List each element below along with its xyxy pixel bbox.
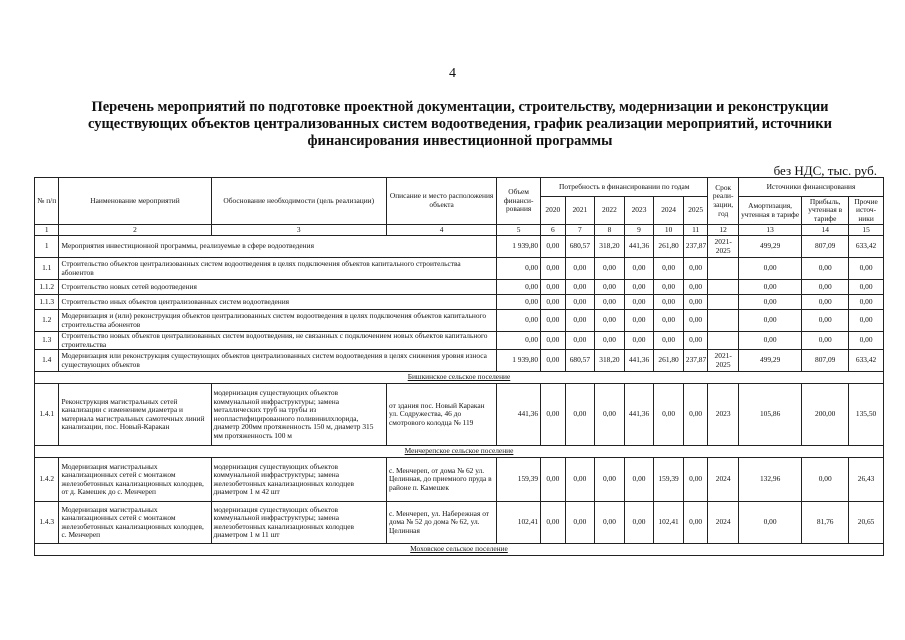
row-name: Строительство новых сетей водоотведения bbox=[59, 280, 497, 295]
row-year-value: 261,80 bbox=[654, 350, 684, 372]
header-row-1 bbox=[35, 178, 884, 197]
row-name: Мероприятия инвестиционной программы, реализуемые в сфере водоотведения bbox=[59, 236, 497, 258]
row-volume: 0,00 bbox=[497, 258, 541, 280]
row-year-value: 0,00 bbox=[541, 236, 565, 258]
row-term bbox=[708, 295, 739, 310]
colnum: 15 bbox=[849, 225, 884, 236]
row-location: от здания пос. Новый Каракан ул. Содружества, 46 до смотрового колодца № 119 bbox=[387, 384, 497, 446]
row-term bbox=[708, 332, 739, 350]
row-reason: модернизация существующих объектов коммунальной инфраструктуры; замена металлических труб на трубы из неопластифицированного поливинилхлорида, диаметр 200мм протяженность 150 м, диаметр 315 мм протяженность 100 м bbox=[211, 384, 387, 446]
row-year-value: 680,57 bbox=[565, 350, 595, 372]
header-year: 2020 bbox=[541, 197, 565, 225]
row-term: 2021-2025 bbox=[708, 350, 739, 372]
row-amort: 0,00 bbox=[738, 332, 801, 350]
row-other: 0,00 bbox=[849, 332, 884, 350]
colnum: 1 bbox=[35, 225, 59, 236]
row-other: 0,00 bbox=[849, 295, 884, 310]
row-term: 2021-2025 bbox=[708, 236, 739, 258]
header-need: Потребность в финансировании по годам bbox=[541, 178, 708, 197]
row-year-value: 159,39 bbox=[654, 458, 684, 502]
row-year-value: 0,00 bbox=[624, 332, 654, 350]
section-title: Моховское сельское поселение bbox=[35, 544, 884, 556]
row-year-value: 0,00 bbox=[654, 280, 684, 295]
row-year-value: 0,00 bbox=[683, 280, 708, 295]
header-year: 2025 bbox=[683, 197, 708, 225]
row-year-value: 0,00 bbox=[624, 310, 654, 332]
row-term bbox=[708, 280, 739, 295]
row-year-value: 0,00 bbox=[683, 458, 708, 502]
row-profit: 0,00 bbox=[802, 310, 849, 332]
row-num: 1.4.1 bbox=[35, 384, 59, 446]
row-year-value: 441,36 bbox=[624, 384, 654, 446]
row-volume: 0,00 bbox=[497, 310, 541, 332]
header-term: Срок реали-зации, год bbox=[708, 178, 739, 225]
row-year-value: 0,00 bbox=[565, 332, 595, 350]
header-reason: Обоснование необходимости (цель реализации) bbox=[211, 178, 387, 225]
colnum: 11 bbox=[683, 225, 708, 236]
header-amort: Амортизация, учтенная в тарифе bbox=[738, 197, 801, 225]
row-other: 0,00 bbox=[849, 310, 884, 332]
section-title: Бишкинское сельское поселение bbox=[35, 372, 884, 384]
row-profit: 0,00 bbox=[802, 458, 849, 502]
row-num: 1.4.2 bbox=[35, 458, 59, 502]
table-row bbox=[35, 310, 884, 332]
row-profit: 807,09 bbox=[802, 350, 849, 372]
table-row bbox=[35, 458, 884, 502]
row-year-value: 441,36 bbox=[624, 236, 654, 258]
row-other: 633,42 bbox=[849, 350, 884, 372]
row-reason: модернизация существующих объектов коммунальной инфраструктуры; замена железобетонных канализационных колодцев диаметром 1 м 11 шт bbox=[211, 502, 387, 544]
row-amort: 0,00 bbox=[738, 280, 801, 295]
row-year-value: 0,00 bbox=[565, 502, 595, 544]
row-name: Модернизация магистральных канализационных сетей с монтажом железобетонных канализационных колодцев, от д. Камешек до с. Менчереп bbox=[59, 458, 211, 502]
table-row bbox=[35, 236, 884, 258]
row-year-value: 0,00 bbox=[624, 502, 654, 544]
row-num: 1.1.2 bbox=[35, 280, 59, 295]
colnum: 6 bbox=[541, 225, 565, 236]
colnum: 4 bbox=[387, 225, 497, 236]
row-year-value: 0,00 bbox=[683, 502, 708, 544]
row-num: 1.3 bbox=[35, 332, 59, 350]
row-num: 1.1 bbox=[35, 258, 59, 280]
table-row bbox=[35, 502, 884, 544]
row-year-value: 237,87 bbox=[683, 350, 708, 372]
column-number-row bbox=[35, 225, 884, 236]
colnum: 12 bbox=[708, 225, 739, 236]
row-term: 2024 bbox=[708, 458, 739, 502]
header-name: Наименование мероприятий bbox=[59, 178, 211, 225]
row-profit: 200,00 bbox=[802, 384, 849, 446]
row-year-value: 0,00 bbox=[595, 295, 625, 310]
row-profit: 807,09 bbox=[802, 236, 849, 258]
row-year-value: 0,00 bbox=[541, 310, 565, 332]
row-year-value: 0,00 bbox=[541, 280, 565, 295]
row-year-value: 0,00 bbox=[654, 258, 684, 280]
row-year-value: 0,00 bbox=[565, 458, 595, 502]
row-name: Модернизация или реконструкция существующих объектов централизованных систем водоотведения в целях снижения уровня износа существующих объектов bbox=[59, 350, 497, 372]
header-sources: Источники финансирования bbox=[738, 178, 883, 197]
row-year-value: 318,20 bbox=[595, 236, 625, 258]
colnum: 13 bbox=[738, 225, 801, 236]
header-year: 2021 bbox=[565, 197, 595, 225]
section-row bbox=[35, 544, 884, 556]
row-year-value: 0,00 bbox=[595, 502, 625, 544]
row-profit: 0,00 bbox=[802, 332, 849, 350]
row-term bbox=[708, 258, 739, 280]
row-year-value: 0,00 bbox=[595, 384, 625, 446]
row-year-value: 0,00 bbox=[595, 258, 625, 280]
section-row bbox=[35, 446, 884, 458]
row-profit: 0,00 bbox=[802, 258, 849, 280]
row-num: 1.2 bbox=[35, 310, 59, 332]
row-name: Строительство объектов централизованных систем водоотведения в целях подключения объектов капитального строительства абонентов bbox=[59, 258, 497, 280]
row-year-value: 0,00 bbox=[541, 384, 565, 446]
row-year-value: 0,00 bbox=[624, 258, 654, 280]
row-amort: 0,00 bbox=[738, 310, 801, 332]
row-year-value: 0,00 bbox=[595, 310, 625, 332]
row-volume: 1 939,80 bbox=[497, 350, 541, 372]
section-row bbox=[35, 372, 884, 384]
row-other: 0,00 bbox=[849, 280, 884, 295]
colnum: 7 bbox=[565, 225, 595, 236]
row-year-value: 441,36 bbox=[624, 350, 654, 372]
table-row bbox=[35, 350, 884, 372]
row-year-value: 0,00 bbox=[565, 258, 595, 280]
row-year-value: 0,00 bbox=[541, 350, 565, 372]
table-row bbox=[35, 258, 884, 280]
row-year-value: 0,00 bbox=[654, 295, 684, 310]
row-year-value: 261,80 bbox=[654, 236, 684, 258]
section-title: Менчерепское сельское поселение bbox=[35, 446, 884, 458]
header-profit: Прибыль, учтенная в тарифе bbox=[802, 197, 849, 225]
row-year-value: 0,00 bbox=[683, 384, 708, 446]
header-year: 2024 bbox=[654, 197, 684, 225]
page-number: 4 bbox=[449, 66, 456, 81]
row-location: с. Менчереп, от дома № 62 ул. Целинная, до приемного пруда в районе п. Камешек bbox=[387, 458, 497, 502]
header-other: Прочие источ-ники bbox=[849, 197, 884, 225]
row-amort: 132,96 bbox=[738, 458, 801, 502]
colnum: 5 bbox=[497, 225, 541, 236]
units-note: без НДС, тыс. руб. bbox=[773, 163, 877, 178]
header-num: № п/п bbox=[35, 178, 59, 225]
row-year-value: 0,00 bbox=[541, 502, 565, 544]
row-profit: 0,00 bbox=[802, 280, 849, 295]
row-year-value: 237,87 bbox=[683, 236, 708, 258]
row-other: 135,50 bbox=[849, 384, 884, 446]
row-num: 1 bbox=[35, 236, 59, 258]
table-row bbox=[35, 384, 884, 446]
row-num: 1.4.3 bbox=[35, 502, 59, 544]
row-volume: 0,00 bbox=[497, 332, 541, 350]
row-other: 0,00 bbox=[849, 258, 884, 280]
header-year: 2022 bbox=[595, 197, 625, 225]
row-profit: 81,76 bbox=[802, 502, 849, 544]
row-year-value: 0,00 bbox=[624, 295, 654, 310]
row-name: Модернизация и (или) реконструкция объектов централизованных систем водоотведения в целях подключения объектов капитального строительства абонентов bbox=[59, 310, 497, 332]
row-volume: 0,00 bbox=[497, 295, 541, 310]
row-year-value: 0,00 bbox=[624, 280, 654, 295]
row-term: 2024 bbox=[708, 502, 739, 544]
row-year-value: 0,00 bbox=[565, 384, 595, 446]
investment-table bbox=[34, 177, 884, 556]
header-volume: Объем финанси-рования bbox=[497, 178, 541, 225]
row-term: 2023 bbox=[708, 384, 739, 446]
colnum: 10 bbox=[654, 225, 684, 236]
table-row bbox=[35, 280, 884, 295]
row-volume: 159,39 bbox=[497, 458, 541, 502]
row-year-value: 0,00 bbox=[565, 310, 595, 332]
colnum: 9 bbox=[624, 225, 654, 236]
row-name: Строительство новых объектов централизованных систем водоотведения, не связанных с подключением новых объектов капитального строительства bbox=[59, 332, 497, 350]
row-year-value: 0,00 bbox=[541, 295, 565, 310]
row-location: с. Менчереп, ул. Набережная от дома № 52 до дома № 62, ул. Целинная bbox=[387, 502, 497, 544]
row-name: Модернизация магистральных канализационных сетей с монтажом железобетонных канализационных колодцев, с. Менчереп bbox=[59, 502, 211, 544]
row-other: 633,42 bbox=[849, 236, 884, 258]
row-year-value: 0,00 bbox=[595, 280, 625, 295]
row-amort: 0,00 bbox=[738, 502, 801, 544]
document-title: Перечень мероприятий по подготовке проектной документации, строительству, модернизации и реконструкции существующих объектов централизованных систем водоотведения, график реализации мероприятий, источники финансирования инвестиционной программы bbox=[88, 99, 832, 149]
header-year: 2023 bbox=[624, 197, 654, 225]
row-profit: 0,00 bbox=[802, 295, 849, 310]
colnum: 14 bbox=[802, 225, 849, 236]
row-year-value: 0,00 bbox=[595, 458, 625, 502]
row-reason: модернизация существующих объектов коммунальной инфраструктуры; замена железобетонных канализационных колодцев диаметром 1 м 42 шт bbox=[211, 458, 387, 502]
colnum: 3 bbox=[211, 225, 387, 236]
row-volume: 102,41 bbox=[497, 502, 541, 544]
row-volume: 441,36 bbox=[497, 384, 541, 446]
colnum: 8 bbox=[595, 225, 625, 236]
row-year-value: 0,00 bbox=[541, 458, 565, 502]
row-year-value: 0,00 bbox=[683, 258, 708, 280]
row-amort: 499,29 bbox=[738, 350, 801, 372]
row-other: 26,43 bbox=[849, 458, 884, 502]
row-year-value: 0,00 bbox=[541, 332, 565, 350]
row-year-value: 0,00 bbox=[595, 332, 625, 350]
table-row bbox=[35, 295, 884, 310]
row-year-value: 0,00 bbox=[683, 310, 708, 332]
row-year-value: 0,00 bbox=[683, 295, 708, 310]
row-year-value: 318,20 bbox=[595, 350, 625, 372]
row-name: Реконструкция магистральных сетей канализации с изменением диаметра и материала магистральных самотечных линий канализации, пос. Новый-Каракан bbox=[59, 384, 211, 446]
row-amort: 499,29 bbox=[738, 236, 801, 258]
row-num: 1.1.3 bbox=[35, 295, 59, 310]
row-volume: 0,00 bbox=[497, 280, 541, 295]
table-row bbox=[35, 332, 884, 350]
row-amort: 0,00 bbox=[738, 295, 801, 310]
row-year-value: 0,00 bbox=[541, 258, 565, 280]
row-year-value: 0,00 bbox=[565, 295, 595, 310]
row-year-value: 680,57 bbox=[565, 236, 595, 258]
row-year-value: 102,41 bbox=[654, 502, 684, 544]
row-year-value: 0,00 bbox=[654, 332, 684, 350]
row-volume: 1 939,80 bbox=[497, 236, 541, 258]
row-year-value: 0,00 bbox=[565, 280, 595, 295]
row-num: 1.4 bbox=[35, 350, 59, 372]
colnum: 2 bbox=[59, 225, 211, 236]
row-year-value: 0,00 bbox=[654, 310, 684, 332]
row-amort: 0,00 bbox=[738, 258, 801, 280]
row-year-value: 0,00 bbox=[683, 332, 708, 350]
row-term bbox=[708, 310, 739, 332]
row-name: Строительство иных объектов централизованных систем водоотведения bbox=[59, 295, 497, 310]
row-year-value: 0,00 bbox=[624, 458, 654, 502]
row-year-value: 0,00 bbox=[654, 384, 684, 446]
row-amort: 105,86 bbox=[738, 384, 801, 446]
header-location: Описание и место расположения объекта bbox=[387, 178, 497, 225]
row-other: 20,65 bbox=[849, 502, 884, 544]
